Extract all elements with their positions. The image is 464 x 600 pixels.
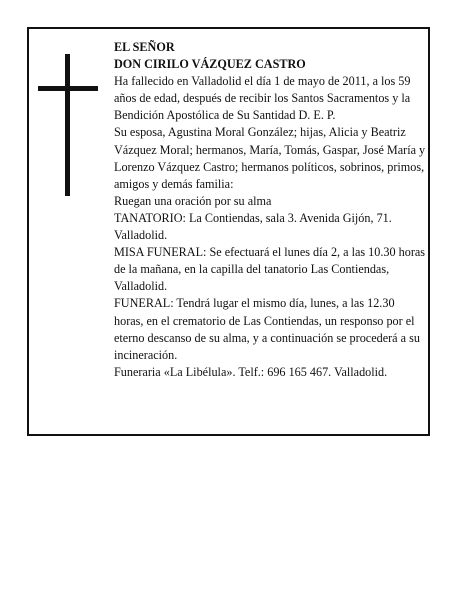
title-line-1: EL SEÑOR (114, 40, 175, 54)
deceased-name: DON CIRILO VÁZQUEZ CASTRO (114, 57, 306, 72)
funeral-info: FUNERAL: Tendrá lugar el mismo día, lunes, a las 12.30 horas, en el crematorio de Las Contiendas, un responso por el eterno descanso de su alma, y a continuación se procederá a su incineración. (114, 296, 420, 362)
cross-vertical-bar (65, 54, 70, 196)
prayer-request: Ruegan una oración por su alma (114, 193, 272, 208)
obituary-text (114, 39, 426, 381)
family-list: Su esposa, Agustina Moral González; hijas, Alicia y Beatriz Vázquez Moral; hermanos, María, Tomás, Gaspar, José María y Lorenzo Vázquez Castro; hermanos políticos, sobrinos, primos, amigos y demás familia: (114, 125, 426, 191)
misa-funeral-info: MISA FUNERAL: Se efectuará el lunes día 2, a las 10.30 horas de la mañana, en la capilla del tanatorio Las Contiendas, Valladolid. (114, 245, 426, 294)
tanatorio-info: TANATORIO: La Contiendas, sala 3. Avenida Gijón, 71. Valladolid. (114, 210, 392, 243)
cross-icon (38, 54, 98, 196)
death-announcement: Ha fallecido en Valladolid el día 1 de mayo de 2011, a los 59 años de edad, después de recibir los Santos Sacramentos y la Bendición Apostólica de Su Santidad D. E. P. (114, 74, 411, 123)
funeraria-contact: Funeraria «La Libélula». Telf.: 696 165 467. Valladolid. (114, 364, 388, 379)
cross-horizontal-bar (38, 86, 98, 91)
